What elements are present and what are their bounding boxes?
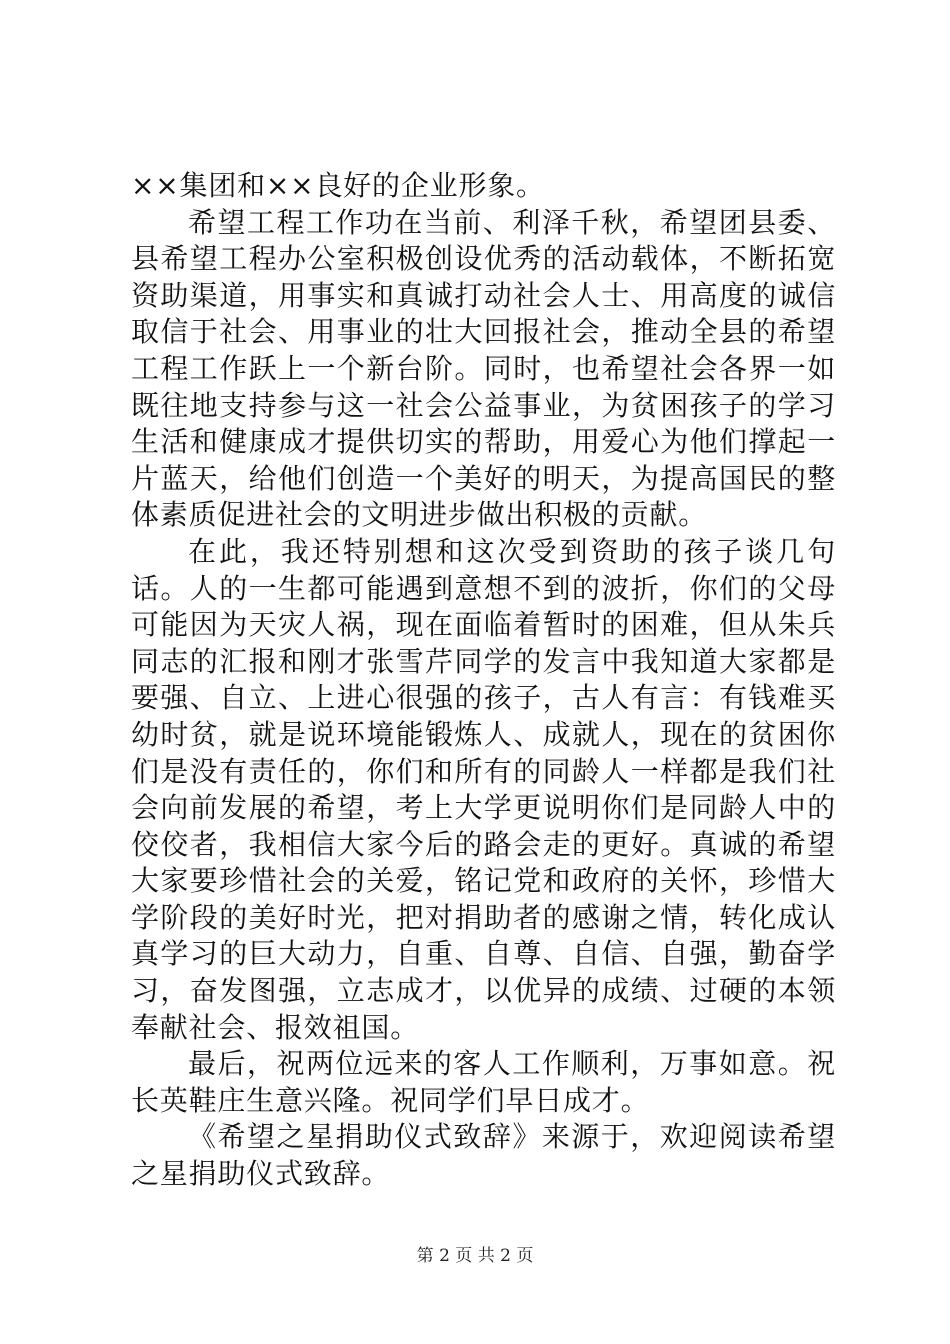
- paragraph-address-children: 在此，我还特别想和这次受到资助的孩子谈几句话。人的一生都可能遇到意想不到的波折，你们的父母可能因为天灾人祸，现在面临着暂时的困难，但从朱兵同志的汇报和刚才张雪芹同学的发言中我知道大家都是要强、自立、上进心很强的孩子，古人有言：有钱难买幼时贫，就是说环境能锻炼人、成就人，现在的贫困你们是没有责任的，你们和所有的同龄人一样都是我们社会向前发展的希望，考上大学更说明你们是同龄人中的佼佼者，我相信大家今后的路会走的更好。真诚的希望大家要珍惜社会的关爱，铭记党和政府的关怀，珍惜大学阶段的美好时光，把对捐助者的感谢之情，转化成认真学习的巨大动力，自重、自尊、自信、自强，勤奋学习，奋发图强，立志成才，以优异的成绩、过硬的本领奉献社会、报效祖国。: [131, 534, 836, 1044]
- page-number-footer: 第 2 页 共 2 页: [416, 1246, 534, 1266]
- paragraph-closing-wishes: 最后，祝两位远来的客人工作顺利，万事如意。祝长英鞋庄生意兴隆。祝同学们早日成才。: [131, 1047, 836, 1117]
- paragraph-source-note: 《希望之星捐助仪式致辞》来源于，欢迎阅读希望之星捐助仪式致辞。: [131, 1120, 836, 1191]
- paragraph-continued: ××集团和××良好的企业形象。: [131, 169, 545, 202]
- document-body: [131, 168, 836, 1193]
- paragraph-hope-project: 希望工程工作功在当前、利泽千秋，希望团县委、县希望工程办公室积极创设优秀的活动载体，不断拓宽资助渠道，用事实和真诚打动社会人士、用高度的诚信取信于社会、用事业的壮大回报社会，推动全县的希望工程工作跃上一个新台阶。同时，也希望社会各界一如既往地支持参与这一社会公益事业，为贫困孩子的学习生活和健康成才提供切实的帮助，用爱心为他们撑起一片蓝天，给他们创造一个美好的明天，为提高国民的整体素质促进社会的文明进步做出积极的贡献。: [131, 205, 836, 532]
